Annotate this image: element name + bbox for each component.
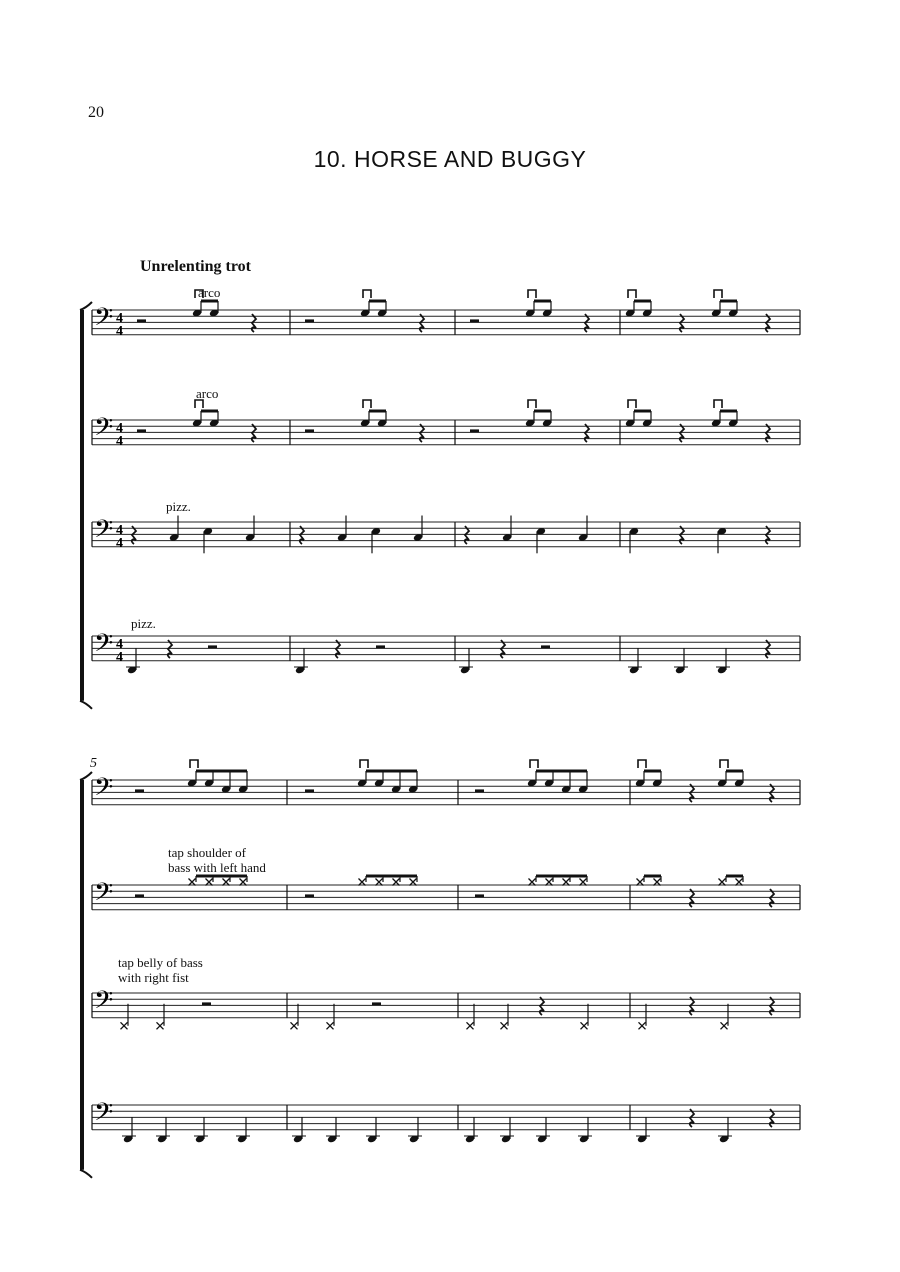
direction-part3-system1: pizz. — [166, 499, 191, 514]
bass-clef-icon: 𝄢 — [94, 773, 114, 808]
x-notehead-icon — [157, 1022, 164, 1029]
down-bow-icon — [714, 290, 722, 298]
down-bow-icon — [528, 290, 536, 298]
bass-clef-icon: 𝄢 — [94, 986, 114, 1021]
x-notehead-icon — [359, 879, 366, 886]
bass-clef-icon: 𝄢 — [94, 515, 114, 550]
half-rest-icon — [470, 319, 479, 322]
x-notehead-icon — [189, 879, 196, 886]
down-bow-icon — [530, 760, 538, 768]
down-bow-icon — [628, 290, 636, 298]
x-notehead-icon — [719, 879, 726, 886]
half-rest-icon — [475, 789, 484, 792]
direction-part2-system1: arco — [196, 386, 219, 401]
bass-clef-icon: 𝄢 — [94, 413, 114, 448]
down-bow-icon — [195, 400, 203, 408]
down-bow-icon — [363, 400, 371, 408]
bracket-top — [80, 302, 92, 310]
half-rest-icon — [475, 894, 484, 897]
x-notehead-icon — [501, 1022, 508, 1029]
bracket-bottom — [80, 701, 92, 709]
down-bow-icon — [195, 290, 203, 298]
down-bow-icon — [528, 400, 536, 408]
x-notehead-icon — [410, 879, 417, 886]
x-notehead-icon — [393, 879, 400, 886]
x-notehead-icon — [467, 1022, 474, 1029]
half-rest-icon — [305, 894, 314, 897]
time-signature-top: 4 — [116, 523, 123, 538]
down-bow-icon — [638, 760, 646, 768]
x-notehead-icon — [223, 879, 230, 886]
half-rest-icon — [305, 789, 314, 792]
x-notehead-icon — [291, 1022, 298, 1029]
x-notehead-icon — [580, 879, 587, 886]
half-rest-icon — [305, 429, 314, 432]
bass-clef-icon: 𝄢 — [94, 878, 114, 913]
x-notehead-icon — [563, 879, 570, 886]
x-notehead-icon — [721, 1022, 728, 1029]
x-notehead-icon — [376, 879, 383, 886]
half-rest-icon — [202, 1002, 211, 1005]
x-notehead-icon — [637, 879, 644, 886]
time-signature-bottom: 4 — [116, 434, 123, 449]
page-number: 20 — [88, 104, 104, 121]
bass-clef-icon: 𝄢 — [94, 629, 114, 664]
half-rest-icon — [208, 645, 217, 648]
time-signature-top: 4 — [116, 421, 123, 436]
x-notehead-icon — [546, 879, 553, 886]
down-bow-icon — [714, 400, 722, 408]
half-rest-icon — [372, 1002, 381, 1005]
down-bow-icon — [360, 760, 368, 768]
bass-clef-icon: 𝄢 — [94, 303, 114, 338]
x-notehead-icon — [529, 879, 536, 886]
measure-number: 5 — [90, 756, 97, 771]
direction-part2-system2: tap shoulder of bass with left hand — [168, 845, 266, 875]
direction-part1-system1: arco — [198, 285, 221, 300]
half-rest-icon — [541, 645, 550, 648]
time-signature-top: 4 — [116, 311, 123, 326]
down-bow-icon — [190, 760, 198, 768]
x-notehead-icon — [639, 1022, 646, 1029]
x-notehead-icon — [121, 1022, 128, 1029]
piece-title: 10. HORSE AND BUGGY — [313, 146, 587, 172]
x-notehead-icon — [240, 879, 247, 886]
time-signature-top: 4 — [116, 637, 123, 652]
x-notehead-icon — [736, 879, 743, 886]
x-notehead-icon — [206, 879, 213, 886]
half-rest-icon — [135, 894, 144, 897]
time-signature-bottom: 4 — [116, 536, 123, 551]
half-rest-icon — [305, 319, 314, 322]
half-rest-icon — [376, 645, 385, 648]
half-rest-icon — [470, 429, 479, 432]
down-bow-icon — [628, 400, 636, 408]
x-notehead-icon — [327, 1022, 334, 1029]
bracket-top — [80, 772, 92, 780]
x-notehead-icon — [654, 879, 661, 886]
down-bow-icon — [720, 760, 728, 768]
half-rest-icon — [137, 319, 146, 322]
bracket-bottom — [80, 1170, 92, 1178]
half-rest-icon — [137, 429, 146, 432]
tempo-marking: Unrelenting trot — [140, 258, 251, 275]
time-signature-bottom: 4 — [116, 650, 123, 665]
direction-part4-system1: pizz. — [131, 616, 156, 631]
bass-clef-icon: 𝄢 — [94, 1098, 114, 1133]
down-bow-icon — [363, 290, 371, 298]
half-rest-icon — [135, 789, 144, 792]
direction-part3-system2: tap belly of bass with right fist — [118, 955, 203, 985]
time-signature-bottom: 4 — [116, 324, 123, 339]
x-notehead-icon — [581, 1022, 588, 1029]
